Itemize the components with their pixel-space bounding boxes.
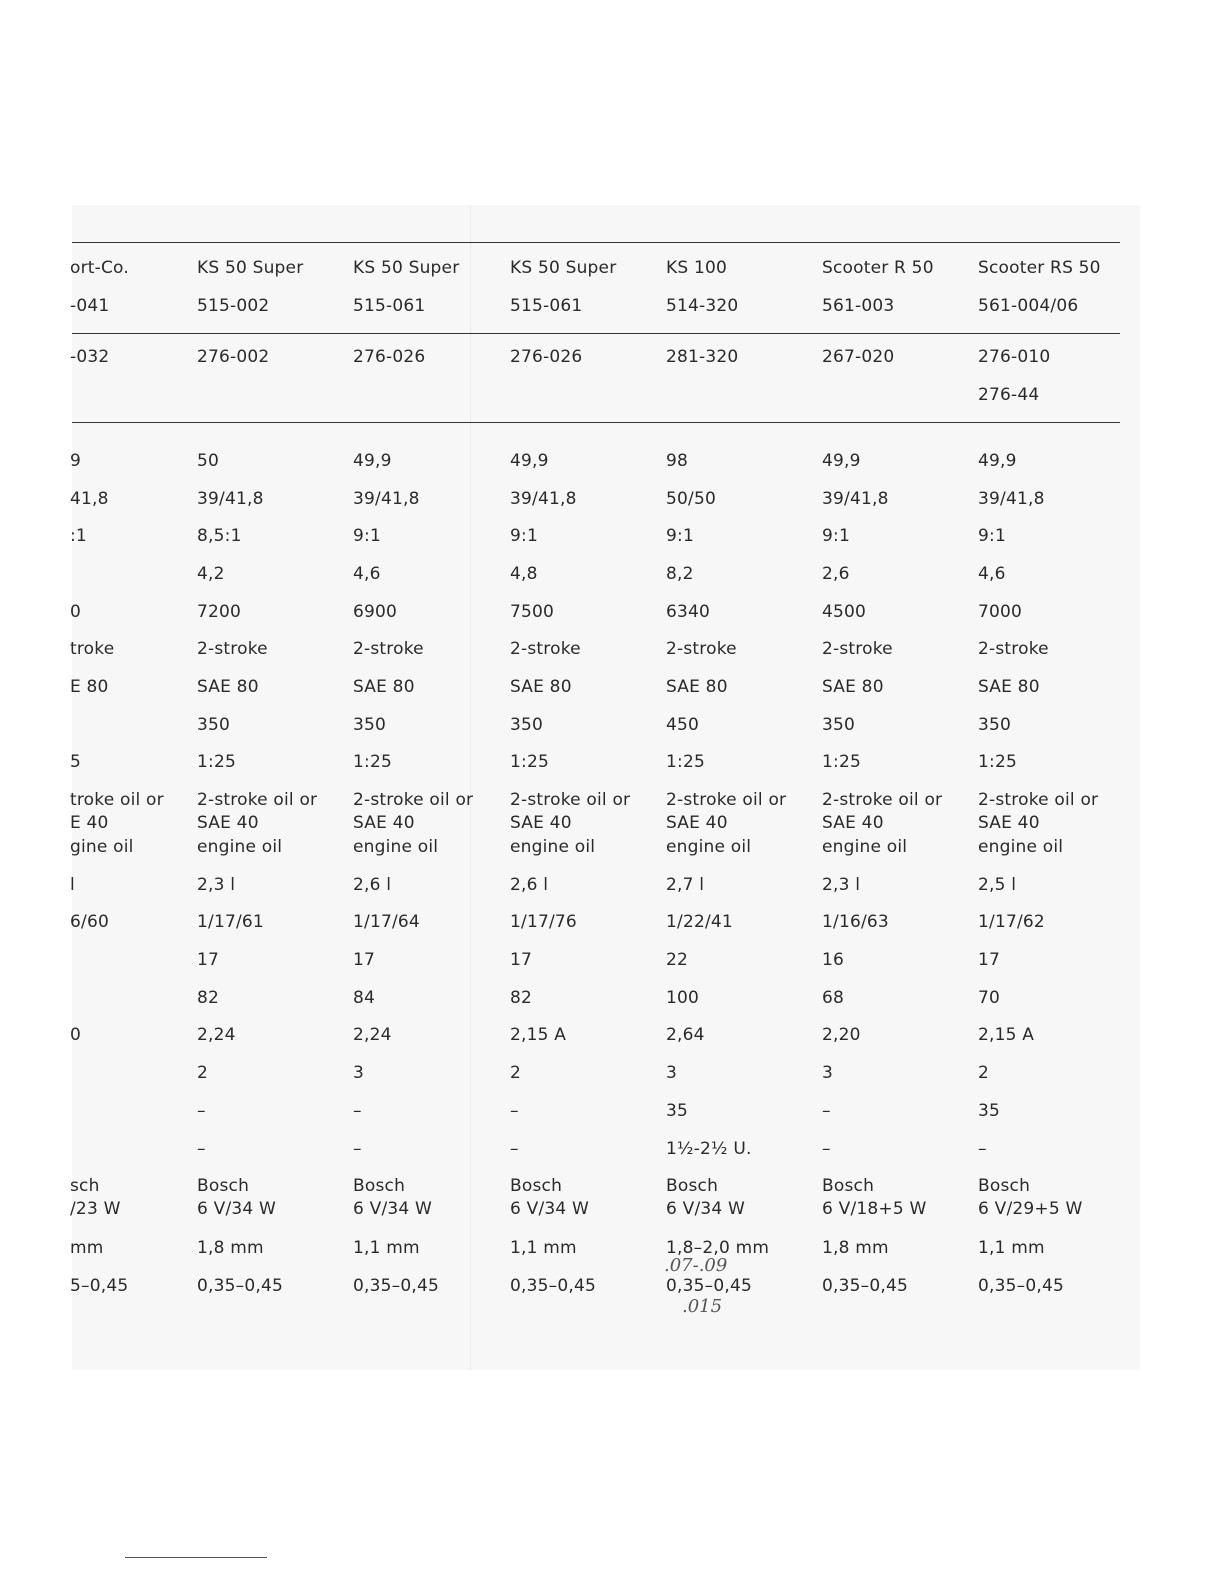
table-cell: 2-stroke oil or <box>666 790 787 810</box>
table-cell: 4,6 <box>353 564 381 584</box>
table-cell: 350 <box>510 715 544 735</box>
table-cell: 2-stroke <box>666 639 737 659</box>
table-cell: 0 <box>70 602 82 622</box>
table-cell: 2-stroke <box>510 639 581 659</box>
table-cell: 0,35–0,45 <box>353 1276 440 1296</box>
table-cell: 350 <box>197 715 231 735</box>
table-cell: 49,9 <box>978 451 1017 471</box>
table-cell: /23 W <box>70 1199 121 1219</box>
table-cell: 3 <box>353 1063 365 1083</box>
table-cell: E 80 <box>70 677 109 697</box>
header-models-cell: KS 50 Super <box>353 258 460 278</box>
table-cell: 49,9 <box>353 451 392 471</box>
table-cell: – <box>197 1101 206 1121</box>
table-cell: 35 <box>978 1101 1001 1121</box>
table-cell: 3 <box>822 1063 834 1083</box>
table-cell: – <box>822 1101 831 1121</box>
table-cell: 39/41,8 <box>978 489 1045 509</box>
table-cell: 6 V/34 W <box>666 1199 746 1219</box>
table-cell: 8,5:1 <box>197 526 242 546</box>
header-models-cell: KS 50 Super <box>197 258 304 278</box>
footer-underline <box>125 1557 267 1558</box>
table-cell: 9:1 <box>666 526 694 546</box>
table-cell: mm <box>70 1238 104 1258</box>
table-cell: Bosch <box>353 1176 406 1196</box>
table-cell: 1,8 mm <box>197 1238 264 1258</box>
table-cell: 2,3 l <box>822 875 861 895</box>
table-cell: 2-stroke <box>197 639 268 659</box>
table-cell: 2-stroke oil or <box>353 790 474 810</box>
table-cell: 2,20 <box>822 1025 861 1045</box>
header-engine-numbers-cell: 267-020 <box>822 347 895 367</box>
table-cell: 17 <box>197 950 220 970</box>
table-cell: 1,8–2,0 mm <box>666 1238 770 1258</box>
table-cell: – <box>510 1139 519 1159</box>
table-cell: Bosch <box>197 1176 250 1196</box>
table-cell: 6 V/34 W <box>510 1199 590 1219</box>
table-cell: 84 <box>353 988 376 1008</box>
table-cell: 6 V/34 W <box>353 1199 433 1219</box>
header-type-numbers-cell: -041 <box>70 296 110 316</box>
table-cell: – <box>353 1101 362 1121</box>
table-cell: 2,15 A <box>978 1025 1035 1045</box>
table-cell: – <box>822 1139 831 1159</box>
table-cell: gine oil <box>70 837 134 857</box>
table-cell: 7500 <box>510 602 555 622</box>
table-cell: Bosch <box>666 1176 719 1196</box>
table-cell: 6 V/29+5 W <box>978 1199 1083 1219</box>
header-type-numbers-cell: 515-061 <box>510 296 583 316</box>
table-cell: 1½-2½ U. <box>666 1139 752 1159</box>
table-cell: engine oil <box>197 837 283 857</box>
table-cell: 2-stroke oil or <box>822 790 943 810</box>
table-cell: SAE 40 <box>353 813 415 833</box>
table-cell: 1/22/41 <box>666 912 733 932</box>
table-cell: 4500 <box>822 602 867 622</box>
table-cell: 2,6 l <box>510 875 549 895</box>
table-cell: 2-stroke oil or <box>197 790 318 810</box>
table-cell: 70 <box>978 988 1001 1008</box>
table-cell: 39/41,8 <box>822 489 889 509</box>
table-cell: 1/17/62 <box>978 912 1045 932</box>
table-cell: 2-stroke <box>978 639 1049 659</box>
table-cell: 17 <box>510 950 533 970</box>
table-cell: 50/50 <box>666 489 716 509</box>
table-cell: 2,24 <box>197 1025 236 1045</box>
table-cell: 49,9 <box>510 451 549 471</box>
table-cell: 6 V/34 W <box>197 1199 277 1219</box>
table-cell: 0,35–0,45 <box>510 1276 597 1296</box>
table-cell: 6 V/18+5 W <box>822 1199 927 1219</box>
table-cell: engine oil <box>510 837 596 857</box>
handwritten-note-clearance: .015 <box>682 1296 723 1317</box>
table-cell: 1,1 mm <box>353 1238 420 1258</box>
table-cell: engine oil <box>353 837 439 857</box>
table-cell: 2-stroke oil or <box>510 790 631 810</box>
table-cell: 4,6 <box>978 564 1006 584</box>
table-cell: SAE 80 <box>353 677 415 697</box>
table-cell: 450 <box>666 715 700 735</box>
table-cell: – <box>978 1139 987 1159</box>
table-cell: 49,9 <box>822 451 861 471</box>
table-cell: 350 <box>353 715 387 735</box>
table-cell: 6/60 <box>70 912 109 932</box>
page-crease <box>470 205 471 1370</box>
table-cell: 0,35–0,45 <box>822 1276 909 1296</box>
table-cell: 50 <box>197 451 220 471</box>
table-cell: troke <box>70 639 115 659</box>
table-cell: 4,8 <box>510 564 538 584</box>
table-cell: SAE 40 <box>822 813 884 833</box>
handwritten-note-gap: .07-.09 <box>664 1255 728 1276</box>
header-engine-numbers-cell: 276-010 <box>978 347 1051 367</box>
table-cell: 9:1 <box>822 526 850 546</box>
table-cell: 39/41,8 <box>510 489 577 509</box>
table-cell: 41,8 <box>70 489 109 509</box>
table-cell: 1/17/64 <box>353 912 420 932</box>
table-cell: 2,64 <box>666 1025 705 1045</box>
header-type-numbers-cell: 515-002 <box>197 296 270 316</box>
top-rule <box>72 242 1120 243</box>
table-cell: 9:1 <box>978 526 1006 546</box>
table-cell: Bosch <box>978 1176 1031 1196</box>
table-cell: 7200 <box>197 602 242 622</box>
table-cell: 2 <box>978 1063 990 1083</box>
table-cell: 1:25 <box>197 752 236 772</box>
table-cell: 350 <box>822 715 856 735</box>
header-models-cell: ort-Co. <box>70 258 129 278</box>
table-cell: 39/41,8 <box>353 489 420 509</box>
body-rule <box>72 422 1120 423</box>
table-cell: 5 <box>70 752 82 772</box>
table-cell: SAE 80 <box>510 677 572 697</box>
table-cell: 1:25 <box>822 752 861 772</box>
table-cell: 0 <box>70 1025 82 1045</box>
header-models-cell: Scooter R 50 <box>822 258 934 278</box>
table-cell: 9:1 <box>510 526 538 546</box>
table-cell: 6900 <box>353 602 398 622</box>
header-type-numbers-cell: 561-004/06 <box>978 296 1079 316</box>
table-cell: l <box>70 875 75 895</box>
table-cell: 2,24 <box>353 1025 392 1045</box>
table-cell: 2 <box>510 1063 522 1083</box>
table-cell: 4,2 <box>197 564 225 584</box>
table-cell: 100 <box>666 988 700 1008</box>
table-cell: – <box>353 1139 362 1159</box>
table-cell: 1:25 <box>510 752 549 772</box>
table-cell: 2,7 l <box>666 875 705 895</box>
header-rule <box>72 333 1120 334</box>
table-cell: Bosch <box>822 1176 875 1196</box>
header-models-cell: KS 50 Super <box>510 258 617 278</box>
table-cell: 2,6 l <box>353 875 392 895</box>
table-cell: – <box>510 1101 519 1121</box>
table-cell: troke oil or <box>70 790 164 810</box>
table-cell: 22 <box>666 950 689 970</box>
header-type-numbers-cell: 514-320 <box>666 296 739 316</box>
table-cell: 350 <box>978 715 1012 735</box>
table-cell: engine oil <box>822 837 908 857</box>
table-cell: engine oil <box>666 837 752 857</box>
table-cell: 3 <box>666 1063 678 1083</box>
header-type-numbers-cell: 515-061 <box>353 296 426 316</box>
table-cell: 2-stroke oil or <box>978 790 1099 810</box>
header-engine-numbers-cell: 276-026 <box>353 347 426 367</box>
table-cell: 68 <box>822 988 845 1008</box>
table-cell: 2 <box>197 1063 209 1083</box>
table-cell: 2,6 <box>822 564 850 584</box>
table-cell: Bosch <box>510 1176 563 1196</box>
table-cell: 17 <box>978 950 1001 970</box>
table-cell: 16 <box>822 950 845 970</box>
table-cell: 1:25 <box>978 752 1017 772</box>
table-cell: 1:25 <box>666 752 705 772</box>
header-engine-numbers-cell: -032 <box>70 347 110 367</box>
table-cell: 1,1 mm <box>978 1238 1045 1258</box>
table-cell: 82 <box>510 988 533 1008</box>
table-cell: 1/16/63 <box>822 912 889 932</box>
table-cell: 2,5 l <box>978 875 1017 895</box>
table-cell: E 40 <box>70 813 109 833</box>
table-cell: 17 <box>353 950 376 970</box>
table-cell: SAE 40 <box>666 813 728 833</box>
table-cell: 0,35–0,45 <box>197 1276 284 1296</box>
table-cell: 2-stroke <box>353 639 424 659</box>
table-cell: 1/17/76 <box>510 912 577 932</box>
table-cell: – <box>197 1139 206 1159</box>
header-engine-numbers-cell: 276-002 <box>197 347 270 367</box>
header-engine-numbers-cell: 276-026 <box>510 347 583 367</box>
table-cell: 39/41,8 <box>197 489 264 509</box>
header-engine-numbers-extra-cell: 276-44 <box>978 385 1040 405</box>
header-engine-numbers-cell: 281-320 <box>666 347 739 367</box>
table-cell: 7000 <box>978 602 1023 622</box>
table-cell: 82 <box>197 988 220 1008</box>
table-cell: 1,8 mm <box>822 1238 889 1258</box>
table-cell: 1:25 <box>353 752 392 772</box>
table-cell: SAE 80 <box>822 677 884 697</box>
table-cell: SAE 80 <box>978 677 1040 697</box>
header-type-numbers-cell: 561-003 <box>822 296 895 316</box>
table-cell: 2,15 A <box>510 1025 567 1045</box>
table-cell: 0,35–0,45 <box>666 1276 753 1296</box>
table-cell: engine oil <box>978 837 1064 857</box>
table-cell: SAE 40 <box>510 813 572 833</box>
table-cell: SAE 80 <box>197 677 259 697</box>
table-cell: :1 <box>70 526 87 546</box>
table-cell: SAE 80 <box>666 677 728 697</box>
table-cell: SAE 40 <box>978 813 1040 833</box>
table-cell: 0,35–0,45 <box>978 1276 1065 1296</box>
table-cell: 9 <box>70 451 82 471</box>
table-cell: 98 <box>666 451 689 471</box>
table-cell: sch <box>70 1176 100 1196</box>
header-models-cell: Scooter RS 50 <box>978 258 1101 278</box>
table-cell: 8,2 <box>666 564 694 584</box>
header-models-cell: KS 100 <box>666 258 727 278</box>
table-cell: 35 <box>666 1101 689 1121</box>
table-cell: SAE 40 <box>197 813 259 833</box>
table-cell: 6340 <box>666 602 711 622</box>
table-cell: 2,3 l <box>197 875 236 895</box>
table-cell: 9:1 <box>353 526 381 546</box>
table-cell: 2-stroke <box>822 639 893 659</box>
table-cell: 5–0,45 <box>70 1276 129 1296</box>
table-cell: 1/17/61 <box>197 912 264 932</box>
table-cell: 1,1 mm <box>510 1238 577 1258</box>
